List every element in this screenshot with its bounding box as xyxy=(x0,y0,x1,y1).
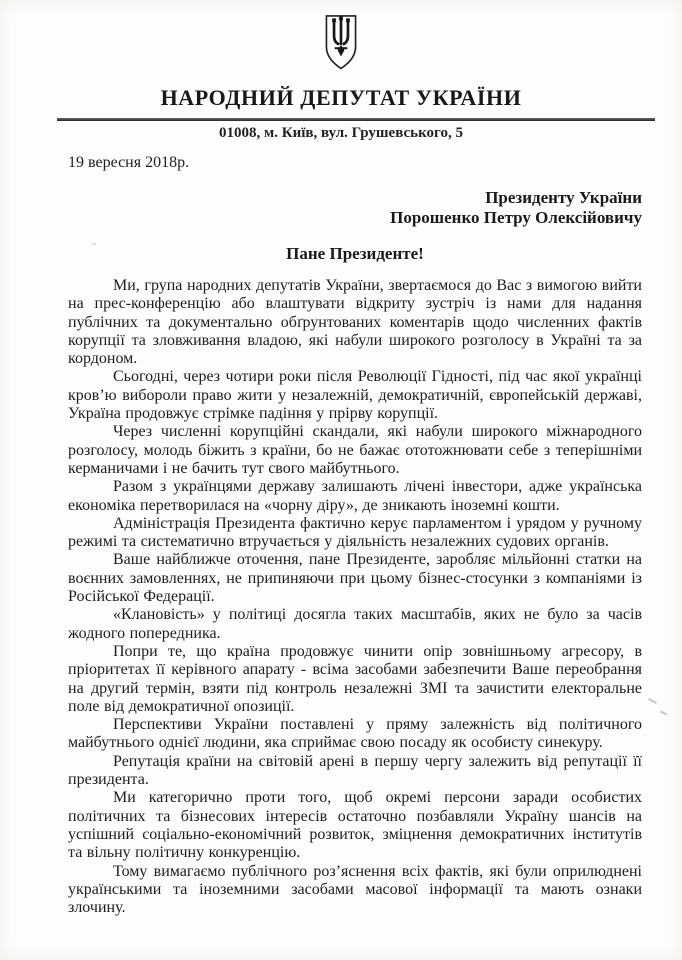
letterhead-address: 01008, м. Київ, вул. Грушевського, 5 xyxy=(219,125,463,141)
letter-paragraph: Ми категорично проти того, щоб окремі персони заради особистих політичних та бізнесових інтересів остаточно позбавляли Україну шансів на успішний соціально-економічний розвиток, зміцнення демократичних інститутів та вільну політичну конкуренцію. xyxy=(68,789,642,862)
recipient-name: Порошенко Петру Олексійовичу xyxy=(390,207,642,227)
letter-date: 19 вересня 2018р. xyxy=(68,154,190,171)
letter-body xyxy=(68,277,642,917)
letter-paragraph: Репутація країни на світовій арені в першу чергу залежить від репутації її президента. xyxy=(68,752,642,789)
recipient-title: Президенту України xyxy=(485,188,642,207)
ukraine-trident-emblem-icon xyxy=(321,14,361,71)
recipient-block xyxy=(68,188,642,227)
letter-paragraph: Тому вимагаємо публічного роз’яснення всіх фактів, які були оприлюднені українськими та іноземними засобами масової інформації та мають ознаки злочину. xyxy=(68,862,642,917)
scan-artifact xyxy=(660,711,667,716)
letter-paragraph: «Клановість» у політиці досягла таких масштабів, яких не було за часів жодного попередника. xyxy=(68,606,642,642)
salutation: Пане Президенте! xyxy=(286,244,424,263)
letterhead xyxy=(0,0,682,142)
letter-paragraph: Ваше найближче оточення, пане Президенте, заробляє мільйонні статки на воєнних замовленнях, не припиняючи при цьому бізнес-стосунки з компаніями із Російської Федерації. xyxy=(68,551,642,606)
letter-paragraph: Перспективи України поставлені у пряму залежність від політичного майбутнього однієї людини, яка сприймає свою посаду як особисту синекуру. xyxy=(68,716,642,752)
letter-paragraph: Разом з українцями державу залишають лічені інвестори, адже українська економіка перетворилася на «чорну діру», де зникають іноземні кошти. xyxy=(68,478,642,514)
scan-artifact xyxy=(648,698,657,704)
letterhead-title: НАРОДНИЙ ДЕПУТАТ УКРАЇНИ xyxy=(160,85,522,110)
letterhead-divider xyxy=(57,118,655,121)
letter-paragraph: Сьогодні, через чотири роки після Революції Гідності, під час якої українці кров’ю вибороли право жити у незалежній, демократичній, європейській державі, Україна продовжує стрімке падіння у прірву корупції. xyxy=(68,368,642,423)
letter-paragraph: Попри те, що країна продовжує чинити опір зовнішньому агресору, в пріоритетах її керівного апарату - всіма засобами забезпечити Ваше переобрання на другий термін, взяти під контроль незалежні ЗМІ та зачистити електоральне поле від демократичної опозиції. xyxy=(68,642,642,715)
scan-artifact xyxy=(92,243,96,245)
letter-paragraph: Ми, група народних депутатів України, звертаємося до Вас з вимогою вийти на прес-конференцію або влаштувати відкриту зустріч із нами для надання публічних та документально обґрунтованих коментарів щодо численних фактів корупції та зловживання владою, які набули широкого розголосу в Україні та за кордоном. xyxy=(68,277,642,368)
letter-content xyxy=(68,154,642,917)
letter-paragraph: Адміністрація Президента фактично керує парламентом і урядом у ручному режимі та систематично втручається у діяльність незалежних судових органів. xyxy=(68,514,642,551)
letter-paragraph: Через численні корупційні скандали, які набули широкого міжнародного розголосу, молодь біжить з країни, бо не бажає ототожнювати себе з теперішніми керманичами і не бачить тут свого майбутнього. xyxy=(68,423,642,477)
